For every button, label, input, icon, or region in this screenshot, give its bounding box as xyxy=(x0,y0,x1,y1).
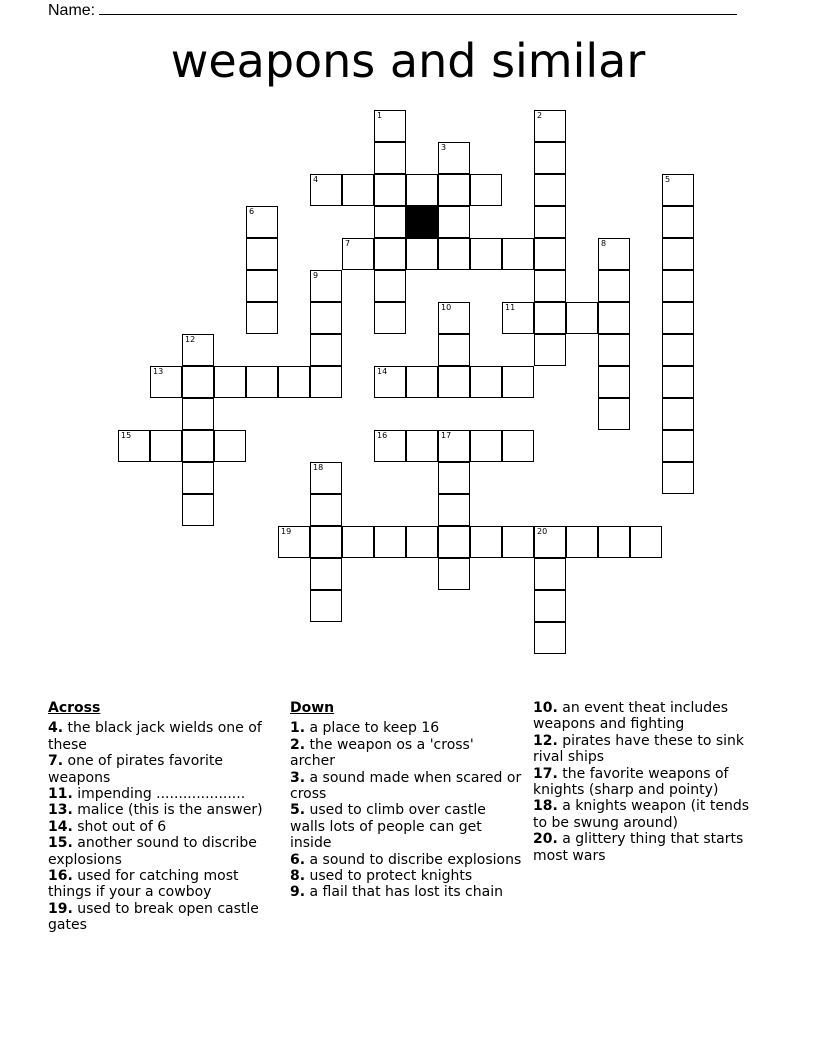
clue-number: 20 xyxy=(537,527,548,536)
grid-cell[interactable] xyxy=(598,398,630,430)
grid-cell[interactable] xyxy=(406,526,438,558)
grid-cell[interactable] xyxy=(214,366,246,398)
grid-cell[interactable] xyxy=(246,270,278,302)
grid-cell[interactable] xyxy=(534,142,566,174)
grid-cell[interactable] xyxy=(630,526,662,558)
grid-cell[interactable] xyxy=(438,430,470,462)
down-clue-list-continued xyxy=(533,700,765,864)
clue-number: 1 xyxy=(377,111,383,120)
clue-item-text: a sound made when scared or cross xyxy=(290,769,522,803)
clue-item-text: a place to keep 16 xyxy=(305,720,440,737)
clue-number: 5 xyxy=(665,175,671,184)
grid-cell[interactable] xyxy=(438,302,470,334)
grid-cell[interactable] xyxy=(182,398,214,430)
grid-cell[interactable] xyxy=(438,526,470,558)
clue-item-number: 20. xyxy=(533,831,558,848)
clue-item xyxy=(290,868,522,884)
clue-item-number: 13. xyxy=(48,802,73,819)
grid-cell[interactable] xyxy=(662,462,694,494)
across-heading: Across xyxy=(48,700,101,716)
clue-item xyxy=(290,770,522,803)
grid-cell[interactable] xyxy=(374,110,406,142)
grid-cell[interactable] xyxy=(470,366,502,398)
grid-cell[interactable] xyxy=(534,110,566,142)
clue-number: 18 xyxy=(313,463,324,472)
grid-cell[interactable] xyxy=(182,430,214,462)
grid-block xyxy=(406,206,438,238)
name-label: Name: xyxy=(48,2,96,19)
down-heading: Down xyxy=(290,700,335,716)
clue-item xyxy=(48,819,278,835)
clue-item-text: a sound to discribe explosions xyxy=(305,851,522,868)
grid-cell[interactable] xyxy=(470,174,502,206)
clue-item-number: 17. xyxy=(533,765,558,782)
grid-cell[interactable] xyxy=(502,302,534,334)
down-clues-continued xyxy=(533,700,765,864)
grid-cell[interactable] xyxy=(406,174,438,206)
grid-cell[interactable] xyxy=(342,526,374,558)
clue-item-text: another sound to discribe explosions xyxy=(48,835,257,868)
grid-cell[interactable] xyxy=(310,526,342,558)
clue-item-number: 3. xyxy=(290,769,306,786)
clue-item xyxy=(533,798,765,831)
clue-item-text: used to protect knights xyxy=(305,868,473,885)
grid-cell[interactable] xyxy=(470,430,502,462)
grid-cell[interactable] xyxy=(438,238,470,270)
clue-number: 13 xyxy=(153,367,164,376)
grid-cell[interactable] xyxy=(598,302,630,334)
clue-item-number: 5. xyxy=(290,802,306,819)
grid-cell[interactable] xyxy=(662,238,694,270)
grid-cell[interactable] xyxy=(534,558,566,590)
grid-cell[interactable] xyxy=(310,270,342,302)
grid-cell[interactable] xyxy=(598,366,630,398)
clue-number: 12 xyxy=(185,335,196,344)
grid-cell[interactable] xyxy=(438,206,470,238)
clue-item-number: 16. xyxy=(48,868,73,885)
clue-item xyxy=(290,720,522,736)
grid-cell[interactable] xyxy=(310,494,342,526)
down-clues xyxy=(290,700,522,901)
clue-item xyxy=(48,720,278,753)
grid-cell[interactable] xyxy=(310,558,342,590)
grid-cell[interactable] xyxy=(310,366,342,398)
grid-cell[interactable] xyxy=(438,366,470,398)
grid-cell[interactable] xyxy=(662,302,694,334)
clue-number: 17 xyxy=(441,431,452,440)
clue-item-text: the favorite weapons of knights (sharp and pointy) xyxy=(533,765,729,799)
grid-cell[interactable] xyxy=(502,430,534,462)
clue-number: 15 xyxy=(121,431,132,440)
clue-item-text: a knights weapon (it tends to be swung around) xyxy=(533,798,750,831)
grid-cell[interactable] xyxy=(182,366,214,398)
clue-item xyxy=(48,901,278,934)
clue-item-text: impending .................... xyxy=(72,786,246,803)
across-clues xyxy=(48,700,278,934)
grid-cell[interactable] xyxy=(182,334,214,366)
grid-cell[interactable] xyxy=(374,366,406,398)
clue-item xyxy=(290,884,522,900)
clue-item xyxy=(290,802,522,851)
grid-cell[interactable] xyxy=(534,206,566,238)
grid-cell[interactable] xyxy=(182,494,214,526)
grid-cell[interactable] xyxy=(374,430,406,462)
grid-cell[interactable] xyxy=(278,526,310,558)
clue-item-number: 14. xyxy=(48,818,73,835)
clue-item-text: used to break open castle gates xyxy=(48,900,259,934)
grid-cell[interactable] xyxy=(598,238,630,270)
clue-item-number: 8. xyxy=(290,868,306,885)
clue-item-text: used to climb over castle walls lots of people can get inside xyxy=(290,802,486,852)
clue-item xyxy=(48,802,278,818)
grid-cell[interactable] xyxy=(502,366,534,398)
grid-cell[interactable] xyxy=(438,142,470,174)
grid-cell[interactable] xyxy=(598,526,630,558)
clue-item xyxy=(533,733,765,766)
grid-cell[interactable] xyxy=(246,238,278,270)
clue-item xyxy=(48,753,278,786)
grid-cell[interactable] xyxy=(534,334,566,366)
grid-cell[interactable] xyxy=(534,302,566,334)
grid-cell[interactable] xyxy=(374,238,406,270)
clue-item-number: 2. xyxy=(290,736,306,753)
grid-cell[interactable] xyxy=(534,622,566,654)
grid-cell[interactable] xyxy=(566,526,598,558)
grid-cell[interactable] xyxy=(150,430,182,462)
grid-cell[interactable] xyxy=(374,270,406,302)
grid-cell[interactable] xyxy=(662,206,694,238)
grid-cell[interactable] xyxy=(566,302,598,334)
grid-cell[interactable] xyxy=(598,270,630,302)
clue-item-number: 12. xyxy=(533,732,558,749)
grid-cell[interactable] xyxy=(374,206,406,238)
grid-cell[interactable] xyxy=(438,462,470,494)
grid-cell[interactable] xyxy=(374,302,406,334)
grid-cell[interactable] xyxy=(406,238,438,270)
grid-cell[interactable] xyxy=(662,430,694,462)
clue-item xyxy=(48,835,278,868)
grid-cell[interactable] xyxy=(214,430,246,462)
grid-cell[interactable] xyxy=(150,366,182,398)
grid-cell[interactable] xyxy=(374,142,406,174)
clue-number: 8 xyxy=(601,239,607,248)
grid-cell[interactable] xyxy=(438,494,470,526)
clue-number: 7 xyxy=(345,239,351,248)
grid-cell[interactable] xyxy=(310,462,342,494)
grid-cell[interactable] xyxy=(534,174,566,206)
grid-cell[interactable] xyxy=(470,526,502,558)
clue-item-text: a glittery thing that starts most wars xyxy=(533,831,744,864)
clue-item-number: 18. xyxy=(533,798,558,815)
clue-number: 4 xyxy=(313,175,319,184)
clue-item xyxy=(533,766,765,799)
clue-item xyxy=(290,737,522,770)
grid-cell[interactable] xyxy=(502,238,534,270)
grid-cell[interactable] xyxy=(246,302,278,334)
clue-item-text: the black jack wields one of these xyxy=(48,720,262,753)
grid-cell[interactable] xyxy=(406,430,438,462)
clue-item-number: 10. xyxy=(533,700,558,716)
grid-cell[interactable] xyxy=(662,366,694,398)
grid-cell[interactable] xyxy=(310,174,342,206)
clue-item-number: 1. xyxy=(290,720,306,737)
grid-cell[interactable] xyxy=(342,174,374,206)
grid-cell[interactable] xyxy=(534,270,566,302)
clue-number: 2 xyxy=(537,111,543,120)
grid-cell[interactable] xyxy=(598,334,630,366)
grid-cell[interactable] xyxy=(118,430,150,462)
clue-number: 19 xyxy=(281,527,292,536)
grid-cell[interactable] xyxy=(374,526,406,558)
grid-cell[interactable] xyxy=(438,334,470,366)
clue-item-text: an event theat includes weapons and fighting xyxy=(533,700,728,733)
grid-cell[interactable] xyxy=(310,334,342,366)
clue-item-number: 7. xyxy=(48,753,64,770)
clue-item-number: 9. xyxy=(290,884,306,901)
clue-item xyxy=(48,786,278,802)
down-clue-list xyxy=(290,720,522,900)
clue-item-text: shot out of 6 xyxy=(72,818,167,835)
grid-cell[interactable] xyxy=(438,558,470,590)
grid-cell[interactable] xyxy=(502,526,534,558)
clue-item xyxy=(48,868,278,901)
clue-number: 10 xyxy=(441,303,452,312)
grid-cell[interactable] xyxy=(534,238,566,270)
clue-number: 3 xyxy=(441,143,447,152)
grid-cell[interactable] xyxy=(246,366,278,398)
clue-item xyxy=(533,700,765,733)
clue-number: 11 xyxy=(505,303,516,312)
grid-cell[interactable] xyxy=(310,590,342,622)
grid-cell[interactable] xyxy=(438,174,470,206)
grid-cell[interactable] xyxy=(342,238,374,270)
grid-cell[interactable] xyxy=(662,334,694,366)
grid-cell[interactable] xyxy=(534,526,566,558)
clue-item-text: malice (this is the answer) xyxy=(72,802,263,819)
clue-item-number: 4. xyxy=(48,720,64,737)
grid-cell[interactable] xyxy=(662,398,694,430)
clue-item-number: 11. xyxy=(48,786,73,803)
grid-cell[interactable] xyxy=(278,366,310,398)
clue-item-text: used for catching most things if your a cowboy xyxy=(48,868,239,901)
clue-number: 14 xyxy=(377,367,388,376)
clue-item-number: 15. xyxy=(48,835,73,852)
grid-cell[interactable] xyxy=(662,270,694,302)
clue-item-number: 6. xyxy=(290,851,306,868)
grid-cell[interactable] xyxy=(662,174,694,206)
clue-item-text: one of pirates favorite weapons xyxy=(48,753,224,786)
grid-cell[interactable] xyxy=(246,206,278,238)
grid-cell[interactable] xyxy=(182,462,214,494)
clue-item-number: 19. xyxy=(48,900,73,917)
puzzle-title: weapons and similar xyxy=(170,34,646,88)
clue-item-text: the weapon os a 'cross' archer xyxy=(290,736,474,770)
clue-number: 6 xyxy=(249,207,255,216)
clue-item-text: pirates have these to sink rival ships xyxy=(533,732,745,766)
grid-cell[interactable] xyxy=(374,174,406,206)
clue-item xyxy=(290,852,522,868)
grid-cell[interactable] xyxy=(534,590,566,622)
grid-cell[interactable] xyxy=(470,238,502,270)
clue-item-text: a flail that has lost its chain xyxy=(305,884,503,901)
clue-number: 16 xyxy=(377,431,388,440)
clue-item xyxy=(533,831,765,864)
grid-cell[interactable] xyxy=(406,366,438,398)
across-clue-list xyxy=(48,720,278,933)
clue-number: 9 xyxy=(313,271,319,280)
grid-cell[interactable] xyxy=(310,302,342,334)
